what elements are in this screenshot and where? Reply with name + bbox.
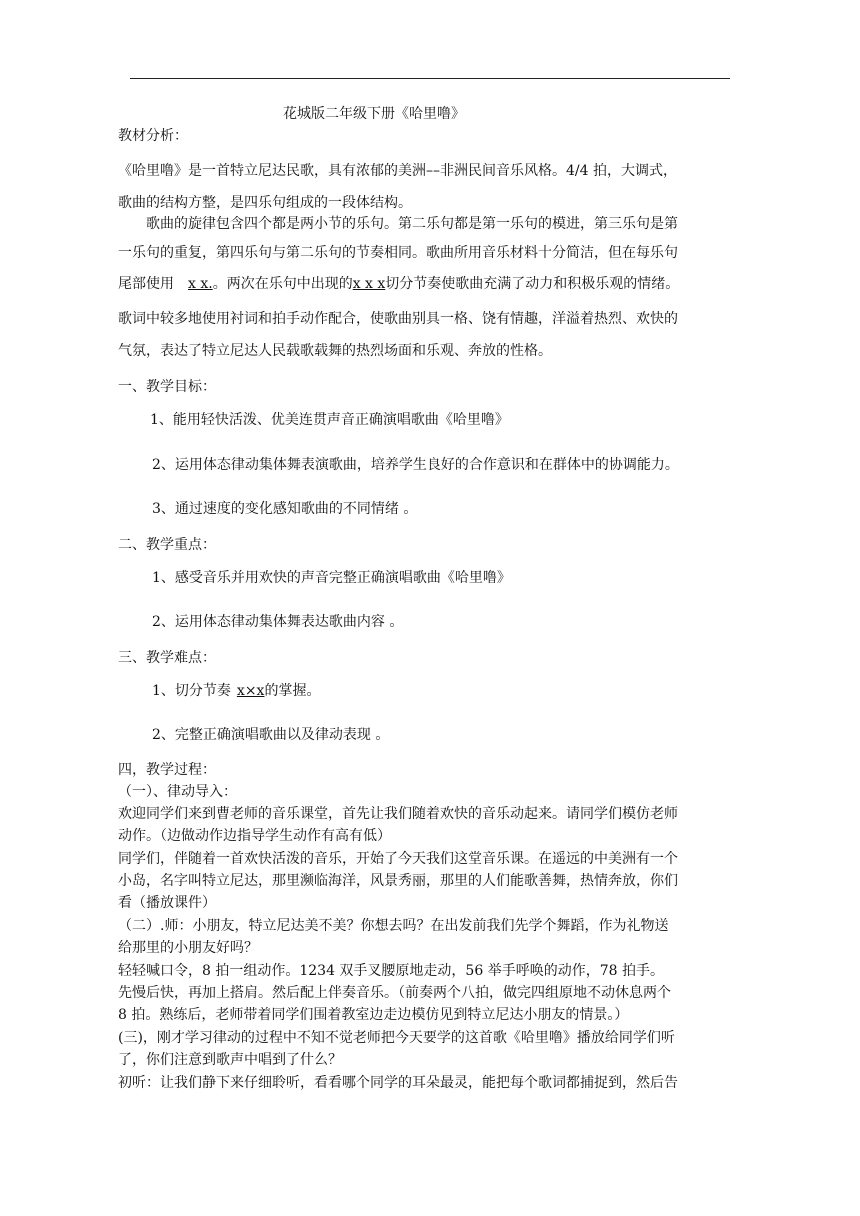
process-line: 小岛，名字叫特立尼达，那里濒临海洋，风景秀丽，那里的人们能歌善舞，热情奔放，你们 (118, 873, 678, 889)
process-heading: 四，教学过程： (118, 762, 216, 778)
process-line: 欢迎同学们来到曹老师的音乐课堂，首先让我们随着欢快的音乐动起来。请同学们模仿老师 (118, 806, 678, 822)
process-line: 8 拍。熟练后，老师带着同学们围着教室边走边模仿见到特立尼达小朋友的情景。） (118, 1007, 629, 1023)
process-line: 轻轻喊口令，8 拍一组动作。1234 双手叉腰原地走动，56 举手呼唤的动作，78 拍手。 (118, 963, 664, 979)
difficulty-text: 1、切分节奏 (152, 683, 231, 699)
analysis-text: 。两次在乐句中出现的 (212, 276, 353, 292)
goals-heading: 一、教学目标： (118, 379, 216, 395)
header-rule (130, 78, 730, 79)
analysis-line-rhythm (118, 274, 679, 294)
rhythm-notation: x x. (188, 276, 213, 292)
process-line: 同学们，伴随着一首欢快活泼的音乐，开始了今天我们这堂音乐课。在遥远的中美洲有一个 (118, 851, 678, 867)
process-line: 初听：让我们静下来仔细聆听，看看哪个同学的耳朵最灵，能把每个歌词都捕捉到，然后告 (118, 1075, 678, 1091)
goal-item: 3、通过速度的变化感知歌曲的不同情绪 。 (152, 501, 418, 517)
process-line: 动作。（边做动作边指导学生动作有高有低） (118, 828, 391, 844)
key-point-item: 1、感受音乐并用欢快的声音完整正确演唱歌曲《哈里噜》 (152, 570, 511, 586)
difficulties-heading: 三、教学难点： (118, 650, 216, 666)
process-line: （二）.师：小朋友，特立尼达美不美？你想去吗？在出发前我们先学个舞蹈，作为礼物送 (118, 918, 669, 934)
key-points-heading: 二、教学重点： (118, 537, 216, 553)
goal-item: 2、运用体态律动集体舞表演歌曲，培养学生良好的合作意识和在群体中的协调能力。 (152, 457, 679, 473)
analysis-line: 《哈里噜》是一首特立尼达民歌，具有浓郁的美洲––非洲民间音乐风格。4/4 拍，大调式， (118, 163, 677, 179)
analysis-line: 歌曲的结构方整，是四乐句组成的一段体结构。 (118, 195, 412, 211)
process-line: 先慢后快，再加上搭肩。然后配上伴奏音乐。（前奏两个八拍，做完四组原地不动休息两个 (118, 985, 671, 1001)
analysis-line: 气氛，表达了特立尼达人民载歌载舞的热烈场面和乐观、奔放的性格。 (118, 343, 552, 359)
analysis-text: 尾部使用 (118, 276, 174, 292)
rhythm-notation: x×x (236, 683, 265, 699)
analysis-line: 一乐句的重复，第四乐句与第二乐句的节奏相同。歌曲所用音乐材料十分简洁，但在每乐句 (118, 245, 678, 261)
process-section-heading: （一）、律动导入： (118, 784, 237, 800)
key-point-item: 2、运用体态律动集体舞表达歌曲内容 。 (152, 614, 404, 630)
analysis-text: 切分节奏使歌曲充满了动力和积极乐观的情绪。 (385, 276, 680, 292)
difficulty-item: 2、完整正确演唱歌曲以及律动表现 。 (152, 727, 390, 743)
process-line: 看（播放课件） (118, 895, 216, 911)
analysis-heading: 教材分析： (118, 128, 188, 144)
document-title: 花城版二年级下册《哈里噜》 (283, 106, 465, 122)
difficulty-item (152, 681, 320, 701)
difficulty-text: 的掌握。 (264, 683, 321, 699)
process-line: 给那里的小朋友好吗？ (118, 940, 258, 956)
rhythm-notation: x x x (352, 276, 386, 292)
process-line: (三)，刚才学习律动的过程中不知不觉老师把今天要学的这首歌《哈里噜》播放给同学们听 (118, 1030, 675, 1046)
analysis-line: 歌曲的旋律包含四个都是两小节的乐句。第二乐句都是第一乐句的模进，第三乐句是第 (146, 216, 678, 232)
analysis-line: 歌词中较多地使用衬词和拍手动作配合，使歌曲别具一格、饶有情趣，洋溢着热烈、欢快的 (118, 311, 678, 327)
process-line: 了，你们注意到歌声中唱到了什么？ (118, 1052, 342, 1068)
goal-item: 1、能用轻快活泼、优美连贯声音正确演唱歌曲《哈里噜》 (150, 412, 509, 428)
